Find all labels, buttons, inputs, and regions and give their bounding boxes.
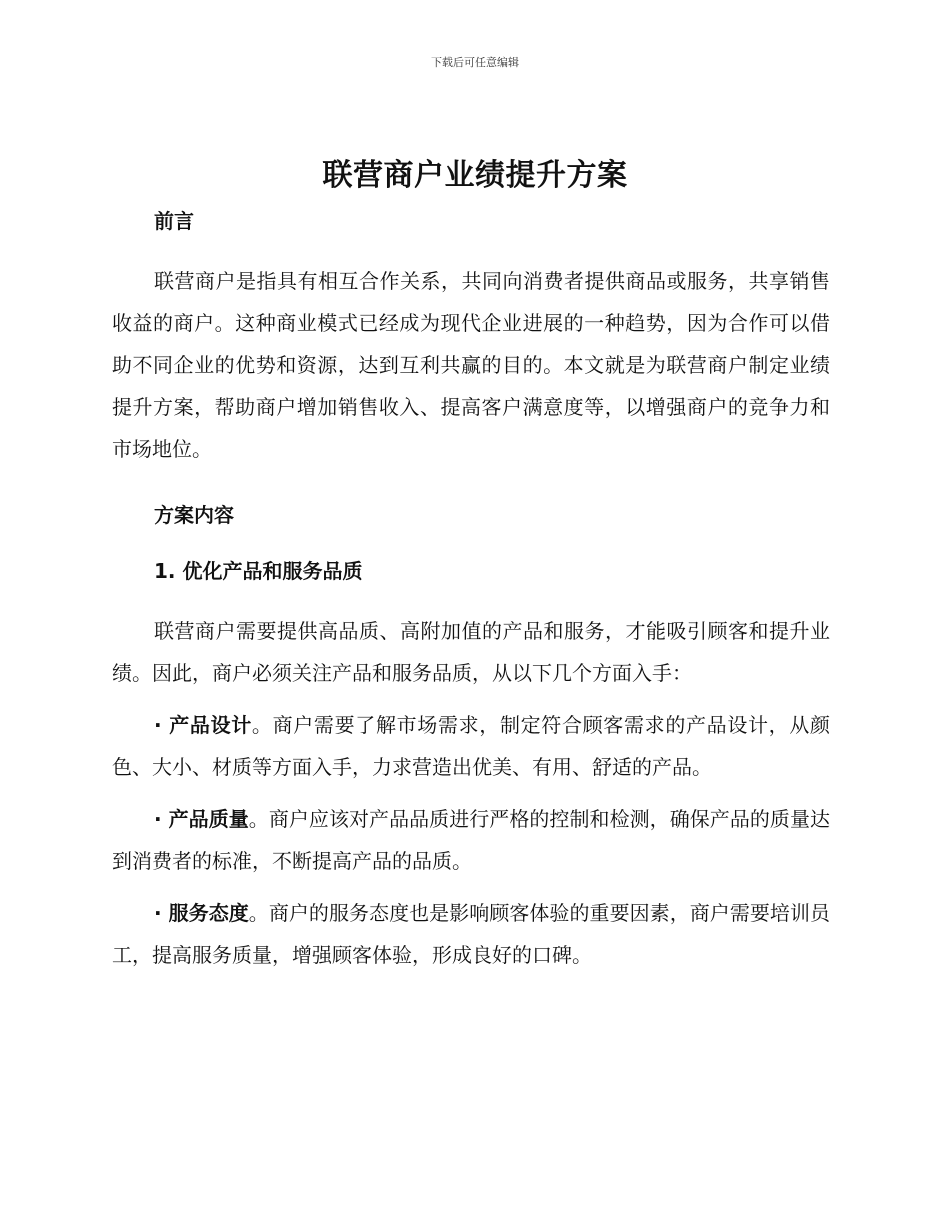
bullet-lead: · 服务态度 xyxy=(154,901,249,925)
bullet-service-attitude xyxy=(112,892,830,976)
bullet-text: 。商户需要了解市场需求，制定符合顾客需求的产品设计，从颜色、大小、材质等方面入手，力求营造出优美、有用、舒适的产品。 xyxy=(112,713,831,779)
header-note: 下载后可任意编辑 xyxy=(431,56,519,69)
bullet-lead: · 产品设计 xyxy=(154,713,252,737)
preface-paragraph: 联营商户是指具有相互合作关系，共同向消费者提供商品或服务，共享销售收益的商户。这种商业模式已经成为现代企业进展的一种趋势，因为合作可以借助不同企业的优势和资源，达到互利共赢的目的。本文就是为联营商户制定业绩提升方案，帮助商户增加销售收入、提高客户满意度等，以增强商户的竞争力和市场地位。 xyxy=(112,269,830,461)
bullet-lead: · 产品质量 xyxy=(154,807,249,831)
item1-paragraph: 联营商户需要提供高品质、高附加值的产品和服务，才能吸引顾客和提升业绩。因此，商户必须关注产品和服务品质，从以下几个方面入手： xyxy=(112,619,830,685)
preface-heading: 前言 xyxy=(154,209,194,233)
item1-heading: 1. 优化产品和服务品质 xyxy=(154,559,363,583)
bullet-text: 。商户的服务态度也是影响顾客体验的重要因素，商户需要培训员工，提高服务质量，增强顾客体验，形成良好的口碑。 xyxy=(112,901,831,967)
document-body xyxy=(112,204,830,976)
bullet-product-design xyxy=(112,704,830,788)
bullet-product-quality xyxy=(112,798,830,882)
bullet-text: 。商户应该对产品品质进行严格的控制和检测，确保产品的质量达到消费者的标准，不断提高产品的品质。 xyxy=(112,807,831,873)
document-title: 联营商户业绩提升方案 xyxy=(322,158,628,193)
plan-heading: 方案内容 xyxy=(154,503,234,527)
